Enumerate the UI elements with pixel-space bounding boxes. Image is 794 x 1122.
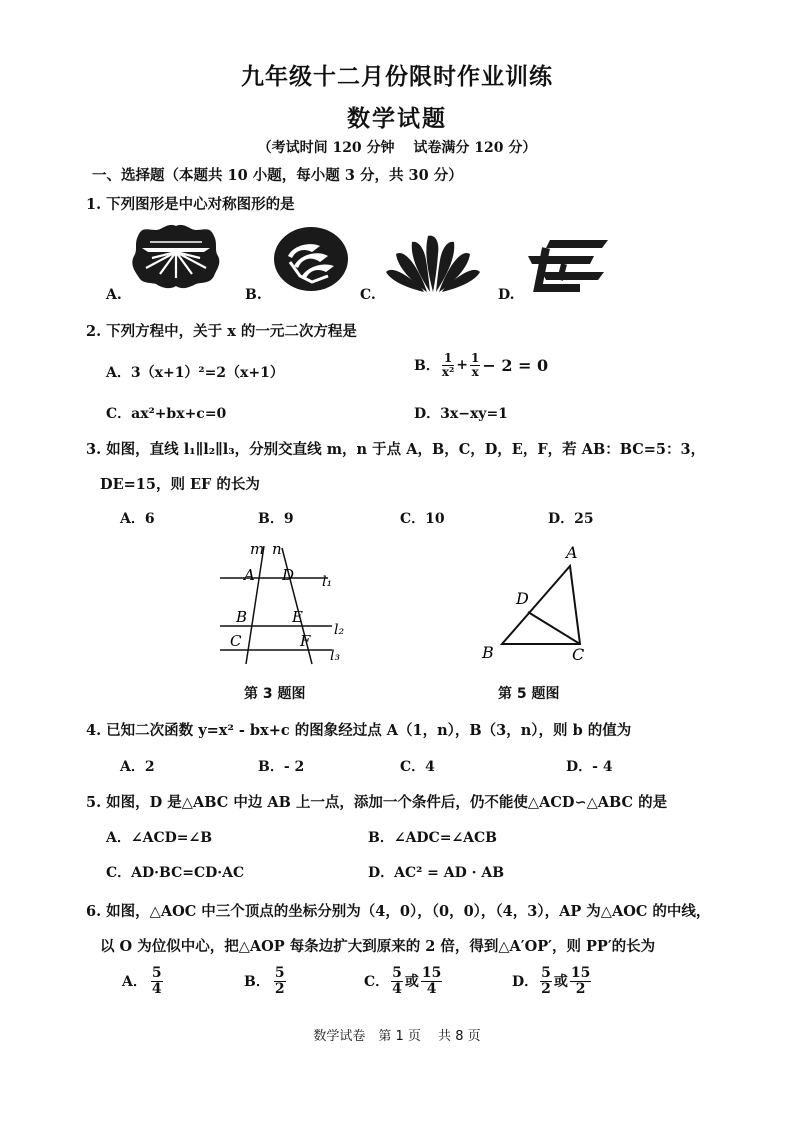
page-title: 九年级十二月份限时作业训练 (241, 64, 553, 90)
q2-option-d-text: 3x−xy=1 (440, 406, 508, 422)
q1-option-d-label: D. (498, 287, 515, 303)
label-C: C (572, 645, 585, 664)
label-l2: l₂ (334, 622, 345, 638)
q3-option-b: B．9 (258, 511, 294, 527)
china-post-logo-icon (524, 236, 610, 296)
q6-d-fraction-1: $\frac{5}{2}$ (541, 965, 551, 997)
q6-option-c-label: C． (364, 974, 390, 991)
question-2-stem: 2. 下列方程中，关于 x 的一元二次方程是 (86, 323, 357, 340)
q2-option-d-label: D． (414, 406, 441, 422)
label-A: A (244, 566, 255, 584)
q2-option-a (106, 362, 284, 382)
label-m: m (250, 540, 265, 558)
question-5-stem: 5. 如图，D 是△ABC 中边 AB 上一点，添加一个条件后，仍不能使△ACD∽△ABC 的是 (86, 794, 668, 811)
q4-option-b: B．- 2 (258, 759, 305, 775)
label-A: A (566, 543, 578, 562)
q3-option-d: D．25 (548, 511, 594, 527)
q2-b-fraction-2: $\frac{1}{x}$ (471, 351, 480, 379)
label-B: B (236, 608, 248, 626)
label-B: B (482, 643, 494, 662)
q2-b-plus: + (456, 357, 468, 374)
q2-option-c-label: C． (106, 406, 132, 422)
figure-q3-parallel-lines (216, 538, 366, 670)
q2-b-fraction-1: $\frac{1}{\text{x²}}$ (441, 351, 455, 379)
q2-option-c-text: ax²+bx+c=0 (131, 406, 227, 422)
q1-option-b-label: B. (245, 287, 262, 303)
q3-option-a: A．6 (120, 511, 155, 527)
question-3-stem-line1: 3. 如图，直线 l₁∥l₂∥l₃，分别交直线 m，n 于点 A，B，C，D，E，F，若 AB：BC=5：3， (86, 441, 706, 458)
huawei-logo-icon (382, 232, 484, 294)
q6-a-fraction: $\frac{5}{4}$ (151, 965, 162, 997)
q6-option-a (122, 966, 163, 996)
q3-option-c: C．10 (400, 511, 445, 527)
q4-option-c: C．4 (400, 759, 435, 775)
q6-c-fraction-1: $\frac{5}{4}$ (392, 965, 402, 997)
q2-option-d (414, 403, 508, 423)
q6-option-c (364, 966, 442, 996)
question-6-stem-line1: 6. 如图，△AOC 中三个顶点的坐标分别为（4，0），（0，0），（4，3），AP 为△AOC 的中线， (86, 903, 711, 920)
figure-q5-triangle (476, 540, 596, 666)
label-C: C (230, 632, 242, 650)
page-footer: 数学试卷 第 1 页 共 8 页 (313, 1029, 481, 1044)
figure-3-caption: 第 3 题图 (244, 686, 306, 702)
label-D: D (282, 566, 295, 584)
q4-option-a: A．2 (120, 759, 155, 775)
q6-b-fraction: $\frac{5}{2}$ (274, 965, 285, 997)
q2-option-b (414, 352, 548, 378)
label-F: F (300, 632, 311, 650)
china-mobile-logo-icon (272, 226, 350, 292)
q2-option-b-label: B． (414, 358, 440, 375)
question-1-stem: 1. 下列图形是中心对称图形的是 (86, 196, 295, 213)
q6-d-fraction-2: $\frac{15}{2}$ (570, 965, 591, 997)
q6-option-b-label: B． (244, 974, 270, 991)
q4-option-d: D．- 4 (566, 759, 613, 775)
question-6-stem-line2: 以 O 为位似中心，把△AOP 每条边扩大到原来的 2 倍，得到△A′OP′，则 PP′的长为 (100, 938, 656, 955)
q2-option-c (106, 403, 226, 423)
question-4-stem: 4. 已知二次函数 y=x² - bx+c 的图象经过点 A（1，n），B（3，n），则 b 的值为 (86, 722, 632, 739)
subject-title: 数学试题 (347, 106, 447, 132)
q6-option-d (512, 966, 591, 996)
section-heading: 一、选择题（本题共 10 小题，每小题 3 分，共 30 分） (92, 167, 463, 184)
q6-c-or: 或 (404, 974, 419, 991)
label-E: E (292, 608, 303, 626)
q5-option-c: C．AD·BC=CD·AC (106, 865, 245, 881)
segment-CD (528, 612, 580, 644)
q2-option-a-text: 3（x+1）²=2（x+1） (130, 365, 284, 381)
exam-note: （考试时间 120 分钟 试卷满分 120 分） (257, 140, 537, 156)
label-D: D (516, 589, 529, 608)
label-n: n (272, 540, 282, 558)
q2-b-rest: − 2 = 0 (482, 355, 549, 375)
line-m (246, 546, 264, 664)
figure-5-caption: 第 5 题图 (498, 686, 560, 702)
q1-option-a-label: A. (106, 287, 122, 303)
q1-option-c-label: C. (360, 287, 376, 303)
q6-c-fraction-2: $\frac{15}{4}$ (421, 965, 442, 997)
badge-icon (130, 222, 222, 290)
q6-option-b (244, 966, 286, 996)
label-l3: l₃ (330, 648, 341, 664)
q6-option-a-label: A． (122, 974, 147, 991)
q5-option-a: A．∠ACD=∠B (106, 830, 213, 846)
q6-option-d-label: D． (512, 974, 539, 991)
question-3-stem-line2: DE=15，则 EF 的长为 (100, 476, 260, 493)
q6-d-or: 或 (553, 974, 568, 991)
q5-option-d: D．AC² = AD · AB (368, 865, 505, 881)
q2-option-a-label: A． (106, 365, 131, 381)
label-l1: l₁ (322, 574, 333, 590)
q5-option-b: B．∠ADC=∠ACB (368, 830, 498, 846)
